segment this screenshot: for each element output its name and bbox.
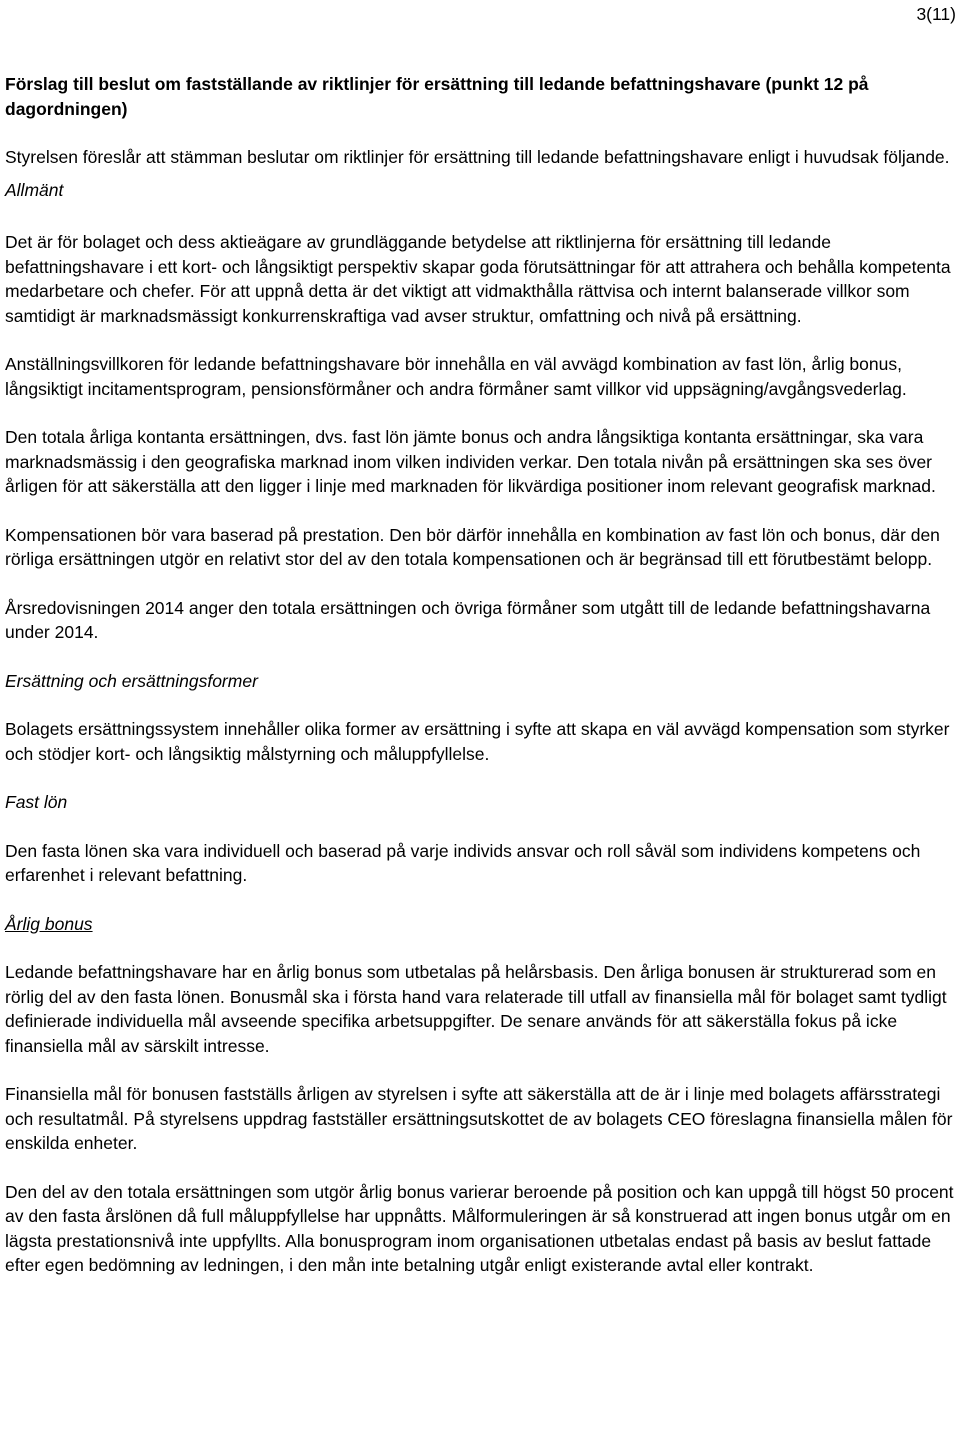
page-number: 3(11) xyxy=(916,4,956,24)
arlig-bonus-paragraph-1: Ledande befattningshavare har en årlig bonus som utbetalas på helårsbasis. Den årliga bonusen är strukturerad som en rörlig del av den fasta lönen. Bonusmål ska i första hand vara relaterade till utfall av finansiella mål för bolaget samt tydligt definierade individuella mål avseende specifika arbetsuppgifter. De senare används för att säkerställa fokus på icke finansiella mål av särskilt intresse. xyxy=(5,962,947,1056)
allmant-paragraph-3: Den totala årliga kontanta ersättningen, dvs. fast lön jämte bonus och andra långsiktiga kontanta ersättningar, ska vara marknadsmässig i den geografiska marknad inom vilken individen verkar. Den totala nivån på ersättningen ska ses över årligen för att säkerställa att den ligger i linje med marknaden för likvärdiga positioner inom relevant geografisk marknad. xyxy=(5,427,936,496)
allmant-paragraph-5: Årsredovisningen 2014 anger den totala ersättningen och övriga förmåner som utgått till de ledande befattningshavarna under 2014. xyxy=(5,597,931,642)
allmant-paragraph-1: Det är för bolaget och dess aktieägare av grundläggande betydelse att riktlinjerna för ersättning till ledande befattningshavare i ett kort- och långsiktigt perspektiv skapar goda förutsättningar för att attrahera och behålla kompetenta medarbetare och chefer. För att uppnå detta är det viktigt att vidmakthålla rättvisa och internt balanserade villkor som samtidigt är marknadsmässigt konkurrenskraftiga vad avser struktur, omfattning och nivå på ersättning. xyxy=(5,232,951,326)
ersattningsformer-paragraph-1: Bolagets ersättningssystem innehåller olika former av ersättning i syfte att skapa en väl avvägd kompensation som styrker och stödjer kort- och långsiktig målstyrning och måluppfyllelse. xyxy=(5,719,950,764)
intro-paragraph: Styrelsen föreslår att stämman beslutar om riktlinjer för ersättning till ledande befattningshavare enligt i huvudsak följande. xyxy=(5,147,950,167)
document-title: Förslag till beslut om fastställande av riktlinjer för ersättning till ledande befattningshavare (punkt 12 på dagordningen) xyxy=(5,74,869,119)
section-heading-arlig-bonus: Årlig bonus xyxy=(5,913,93,934)
allmant-paragraph-4: Kompensationen bör vara baserad på prestation. Den bör därför innehålla en kombination av fast lön och bonus, där den rörliga ersättningen utgör en relativt stor del av den totala kompensationen och är begränsad till ett förutbestämt belopp. xyxy=(5,524,940,569)
allmant-paragraph-2: Anställningsvillkoren för ledande befattningshavare bör innehålla en väl avvägd kombination av fast lön, årlig bonus, långsiktigt incitamentsprogram, pensionsförmåner och andra förmåner samt villkor vid uppsägning/avgångsvederlag. xyxy=(5,354,907,399)
section-heading-fast-lon: Fast lön xyxy=(5,792,68,812)
section-heading-ersattningsformer: Ersättning och ersättningsformer xyxy=(5,670,258,691)
arlig-bonus-paragraph-2: Finansiella mål för bonusen fastställs årligen av styrelsen i syfte att säkerställa att de är i linje med bolagets affärsstrategi och resultatmål. På styrelsens uppdrag fastställer ersättningsutskottet de av bolagets CEO föreslagna finansiella målen för enskilda enheter. xyxy=(5,1084,953,1153)
fast-lon-paragraph-1: Den fasta lönen ska vara individuell och baserad på varje individs ansvar och roll såväl som individens kompetens och erfarenhet i relevant befattning. xyxy=(5,840,921,885)
document-body xyxy=(5,72,960,1278)
section-heading-allmant: Allmänt xyxy=(5,179,64,200)
arlig-bonus-paragraph-3: Den del av den totala ersättningen som utgör årlig bonus varierar beroende på position och kan uppgå till högst 50 procent av den fasta årslönen då full måluppfyllelse har uppnåtts. Målformuleringen är så konstruerad att ingen bonus utgår om en lägsta prestationsnivå inte uppfyllts. Alla bonusprogram inom organisationen utbetalas endast på basis av beslut fattade efter egen bedömning av ledningen, i den mån inte betalning utgår enligt existerande avtal eller kontrakt. xyxy=(5,1181,954,1275)
